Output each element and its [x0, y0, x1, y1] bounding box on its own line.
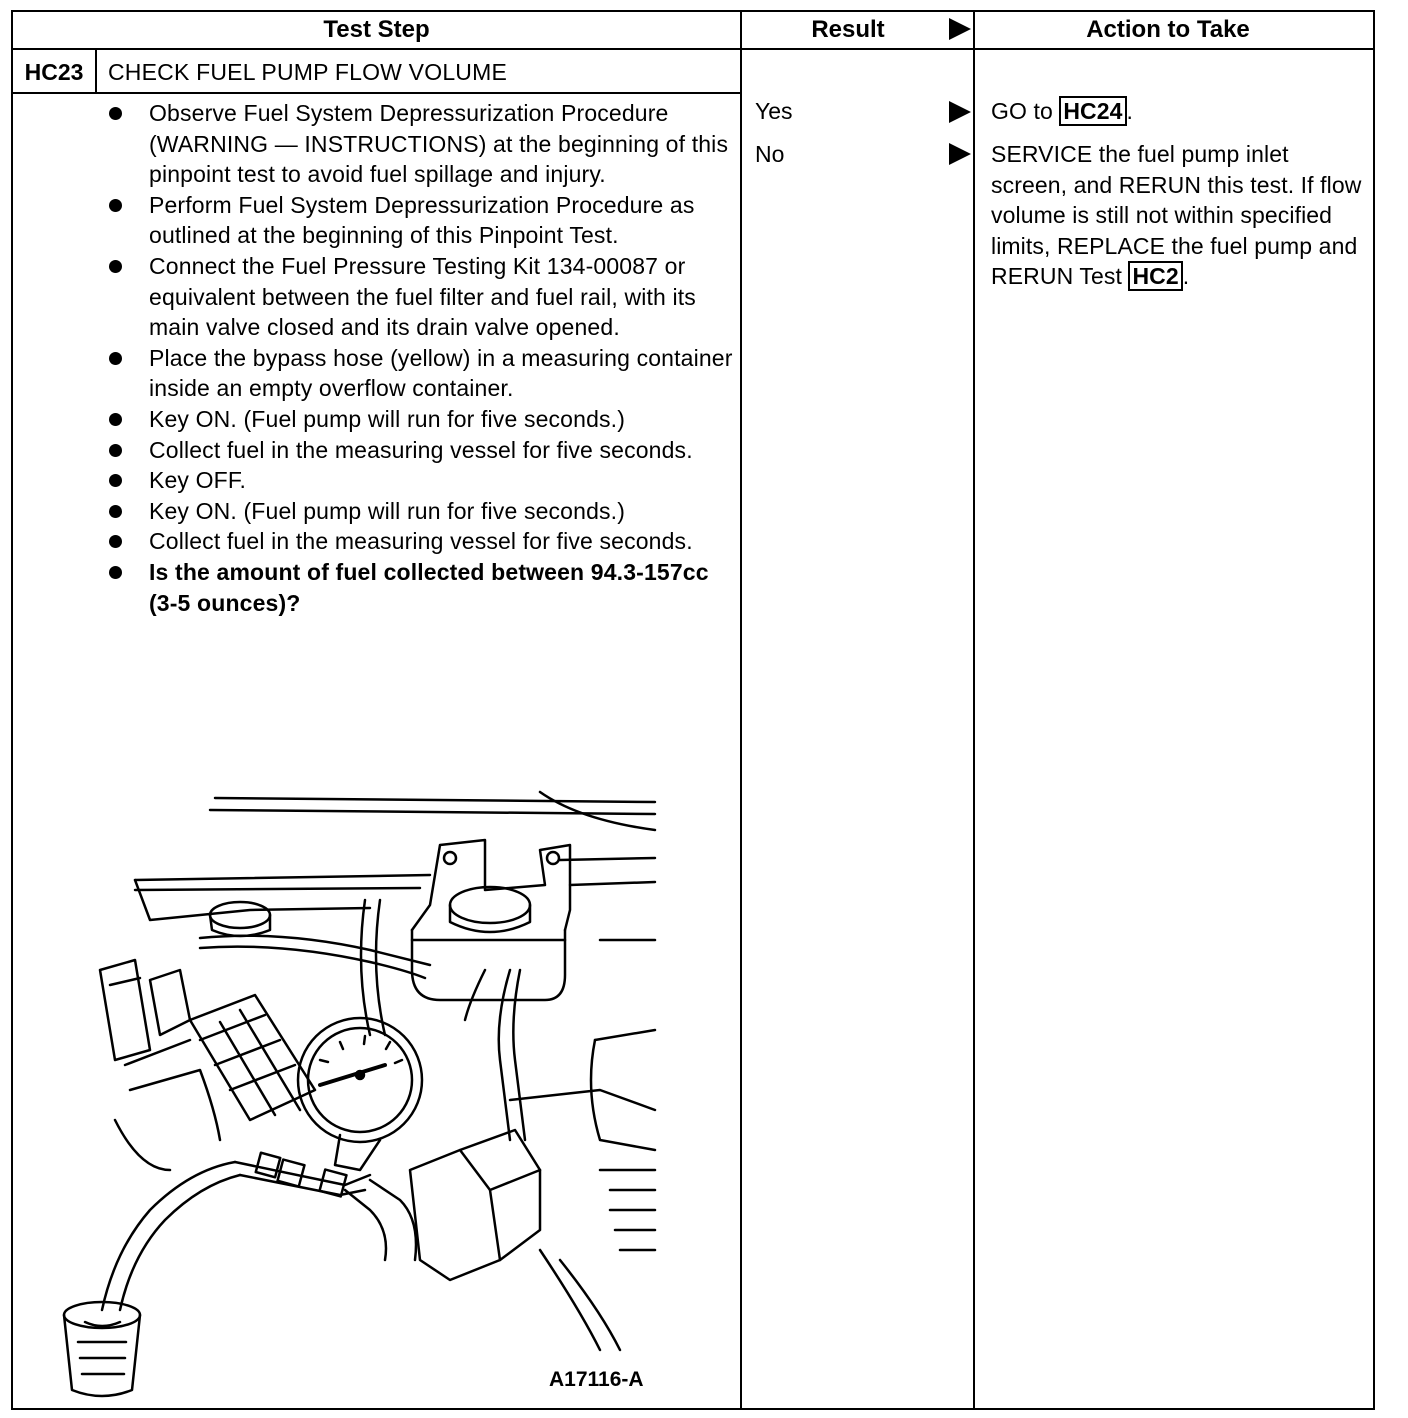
bullet-icon	[109, 260, 122, 273]
bullet-icon	[109, 199, 122, 212]
header-test-step: Test Step	[323, 16, 430, 43]
step-id: HC23	[24, 58, 84, 85]
list-item: Observe Fuel System Depressurization Procedure (WARNING — INSTRUCTIONS) at the beginning of this pinpoint test to avoid fuel spillage and injury.	[106, 98, 736, 190]
list-item: Place the bypass hose (yellow) in a measuring container inside an empty overflow container.	[106, 343, 736, 404]
result-no-arrow-icon	[949, 143, 971, 165]
result-no: No	[755, 141, 785, 167]
ref-hc2[interactable]: HC2	[1128, 261, 1182, 291]
figure-label: A17116-A	[549, 1368, 644, 1391]
list-item: Key ON. (Fuel pump will run for five seconds.)	[106, 496, 736, 527]
list-item: Key OFF.	[106, 465, 736, 496]
bullet-icon	[109, 535, 122, 548]
step-title: CHECK FUEL PUMP FLOW VOLUME	[108, 58, 508, 85]
action-no: SERVICE the fuel pump inlet screen, and RERUN this test. If flow volume is still not within specified limits, REPLACE the fuel pump and RERUN Test HC2 .	[991, 141, 1362, 289]
list-item: Key ON. (Fuel pump will run for five seconds.)	[106, 404, 736, 435]
step-title-divider	[11, 92, 742, 94]
list-item: Connect the Fuel Pressure Testing Kit 134-00087 or equivalent between the fuel filter and fuel rail, with its main valve closed and its drain valve opened.	[106, 251, 736, 343]
step-id-divider	[95, 48, 97, 94]
action-yes: GO to HC24 .	[991, 98, 1134, 124]
list-item: Collect fuel in the measuring vessel for five seconds.	[106, 526, 736, 557]
column-divider-result	[740, 10, 742, 1410]
bullet-icon	[109, 107, 122, 120]
header-action-to-take: Action to Take	[1086, 16, 1250, 43]
header-result: Result	[811, 16, 885, 43]
bullet-icon	[109, 413, 122, 426]
list-item-question: Is the amount of fuel collected between 94.3-157cc (3-5 ounces)?	[106, 557, 736, 618]
fuel-pressure-gauge-illustration	[40, 790, 660, 1400]
step-instructions	[106, 98, 736, 618]
bullet-icon	[109, 352, 122, 365]
result-yes-arrow-icon	[949, 101, 971, 123]
list-item: Collect fuel in the measuring vessel for five seconds.	[106, 435, 736, 466]
column-divider-action	[973, 10, 975, 1410]
bullet-icon	[109, 566, 122, 579]
list-item: Perform Fuel System Depressurization Procedure as outlined at the beginning of this Pinpoint Test.	[106, 190, 736, 251]
ref-hc24[interactable]: HC24	[1059, 96, 1126, 126]
bullet-icon	[109, 444, 122, 457]
bullet-icon	[109, 505, 122, 518]
header-arrow-icon	[949, 18, 971, 40]
bullet-icon	[109, 474, 122, 487]
header-divider	[11, 48, 1375, 50]
result-yes: Yes	[755, 98, 793, 124]
